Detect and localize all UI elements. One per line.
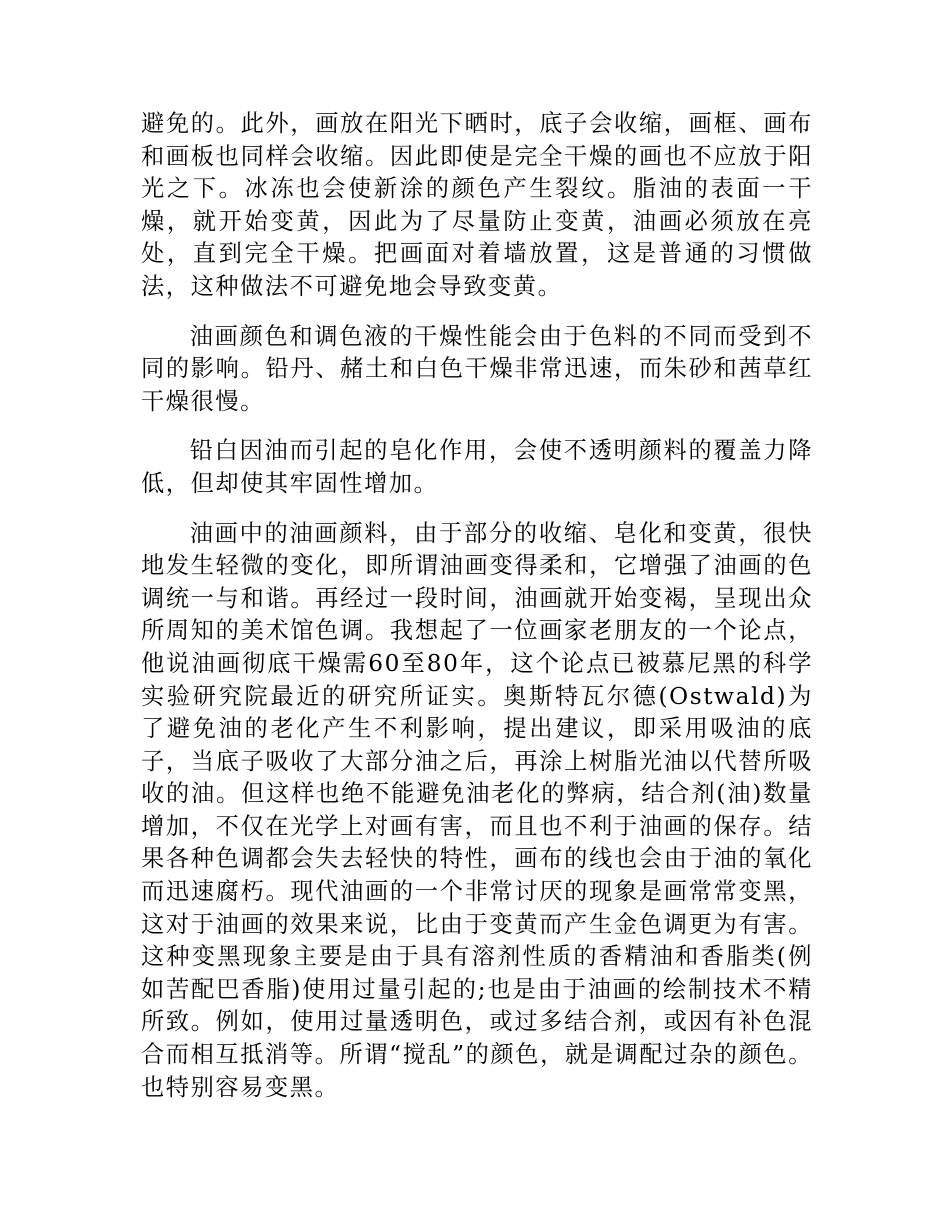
paragraph-lead-white: 铅白因油而引起的皂化作用，会使不透明颜料的覆盖力降低，但却使其牢固性增加。 <box>141 437 813 497</box>
paragraph-continuation: 避免的。此外，画放在阳光下晒时，底子会收缩，画框、画布和画板也同样会收缩。因此即使是完全干燥的画也不应放于阳光之下。冰冻也会使新涂的颜色产生裂纹。脂油的表面一干燥，就开始变黄，因此为了尽量防止变黄，油画必须放在亮处，直到完全干燥。把画面对着墙放置，这是普通的习惯做法，这种做法不可避免地会导致变黄。 <box>141 110 813 300</box>
paragraph-oil-aging: 油画中的油画颜料，由于部分的收缩、皂化和变黄，很快地发生轻微的变化，即所谓油画变得柔和，它增强了油画的色调统一与和谐。再经过一段时间，油画就开始变褐，呈现出众所周知的美术馆色调。我想起了一位画家老朋友的一个论点，他说油画彻底干燥需60至80年，这个论点已被慕尼黑的科学实验研究院最近的研究所证实。奥斯特瓦尔德(Ostwald)为了避免油的老化产生不利影响，提出建议，即采用吸油的底子，当底子吸收了大部分油之后，再涂上树脂光油以代替所吸收的油。但这样也绝不能避免油老化的弊病，结合剂(油)数量增加，不仅在光学上对画有害，而且也不利于油画的保存。结果各种色调都会失去轻快的特性，画布的线也会由于油的氧化而迅速腐朽。现代油画的一个非常讨厌的现象是画常常变黑，这对于油画的效果来说，比由于变黄而产生金色调更为有害。这种变黑现象主要是由于具有溶剂性质的香精油和香脂类(例如苦配巴香脂)使用过量引起的;也是由于油画的绘制技术不精所致。例如，使用过量透明色，或过多结合剂，或因有补色混合而相互抵消等。所谓“搅乱”的颜色，就是调配过杂的颜色。也特别容易变黑。 <box>141 519 813 1101</box>
paragraph-drying-properties: 油画颜色和调色液的干燥性能会由于色料的不同而受到不同的影响。铅丹、赭土和白色干燥非常迅速，而朱砂和茜草红干燥很慢。 <box>141 322 813 415</box>
body-text <box>141 108 813 1121</box>
